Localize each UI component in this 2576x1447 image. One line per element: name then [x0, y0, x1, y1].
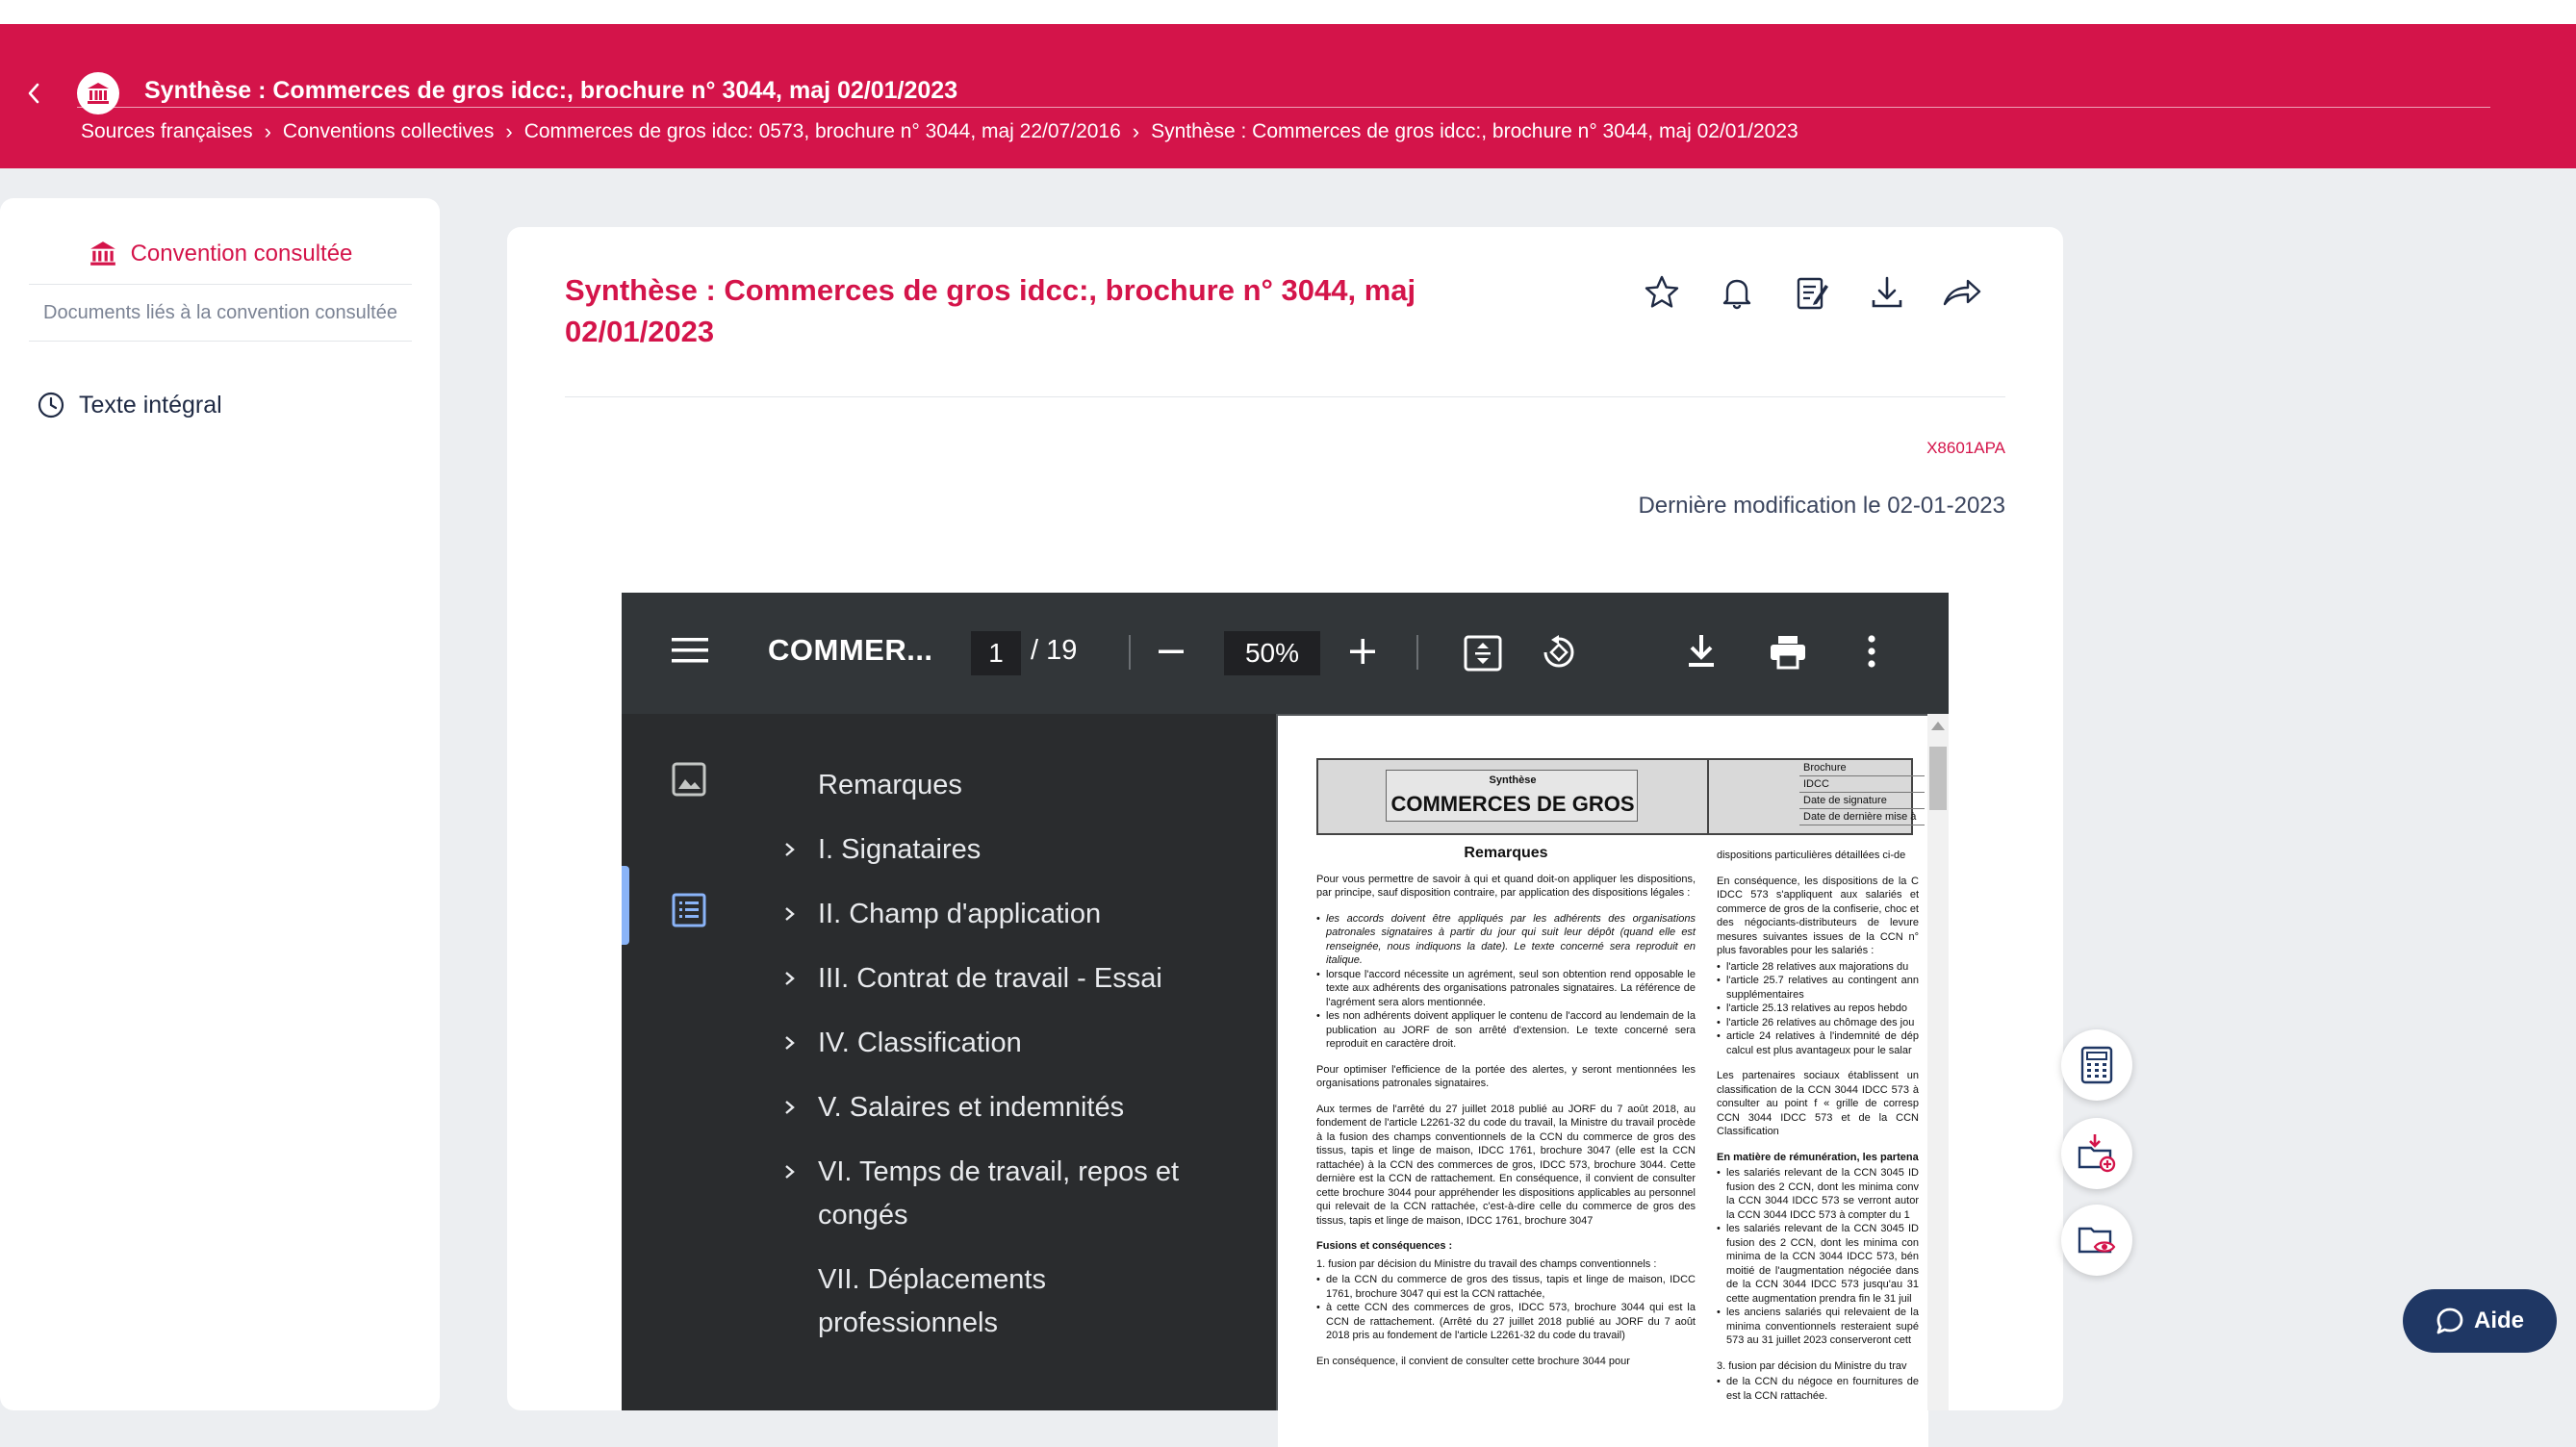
sidebar-item-convention-consultee[interactable] — [29, 223, 412, 285]
page-list-item: • à cette CCN des commerces de gros, IDCC 573, brochure 3044 qui est la CCN de rattachement. (Arrêté du 27 juillet 2018 publié au JORF du 7 août 2018 pris au fondement de l'article L2261-32 du code du travail) — [1316, 1301, 1696, 1343]
pdf-viewer — [622, 593, 1949, 1410]
breadcrumb-separator-icon: › — [264, 119, 271, 143]
outline-item-label: II. Champ d'application — [818, 899, 1102, 929]
download-icon — [1685, 633, 1718, 672]
pdf-page — [1278, 716, 1928, 1447]
page-list-item — [1316, 912, 1696, 968]
help-button[interactable] — [2403, 1289, 2557, 1353]
page-left-column — [1316, 847, 1696, 1380]
bank-icon — [89, 240, 117, 268]
last-modified: Dernière modification le 02-01-2023 — [1638, 493, 2005, 519]
left-sidebar — [0, 198, 440, 1410]
document-reference: X8601APA — [1926, 439, 2005, 457]
page-list-item: • l'article 26 relatives au chômage des jou — [1717, 1016, 1919, 1030]
pdf-print-button[interactable] — [1769, 635, 1807, 674]
pdf-outline — [783, 764, 1197, 1366]
sidebar-item-label: Convention consultée — [130, 240, 353, 267]
page-list-item: • les anciens salariés qui relevaient de la minima conventionnels resteraient supé 573 au 31 juillet 2023 conserveront cett — [1717, 1306, 1919, 1348]
pdf-page-total: / 19 — [1031, 635, 1078, 666]
breadcrumb-item-sources[interactable]: Sources françaises — [81, 120, 253, 142]
page-list-item: • lorsque l'accord nécessite un agrément, seul son obtention rend opposable le texte aux adhérents des organisations patronales signataires. La référence de l'agrément sera alors mentionnée. — [1316, 968, 1696, 1010]
share-arrow-icon — [1941, 273, 1983, 312]
download-button[interactable] — [1868, 273, 1906, 312]
share-button[interactable] — [1943, 273, 1981, 312]
pdf-page-input[interactable]: 1 — [971, 631, 1021, 675]
page-list-item: • l'article 25.7 relatives au contingent ann supplémentaires — [1717, 974, 1919, 1002]
breadcrumb-item-convention[interactable]: Commerces de gros idcc: 0573, brochure n° 3044, maj 22/07/2016 — [523, 120, 1121, 142]
page-paragraph: Les partenaires sociaux établissent un classification de la CCN 3044 IDCC 573 à consulter au point f « grille de corresp CCN 3044 IDCC 573 et de la CCN Classification — [1717, 1070, 1919, 1137]
fit-page-button[interactable] — [1464, 635, 1502, 676]
page-list-item: • les salariés relevant de la CCN 3045 ID fusion des 2 CCN, dont les minima conv la CCN 3044 IDCC 573 se verront autor la CCN 3044 IDCC 573 à compter du 1 — [1717, 1166, 1919, 1222]
outline-tab[interactable] — [672, 893, 706, 932]
chevron-right-icon — [783, 1024, 797, 1062]
zoom-level-input[interactable]: 50% — [1224, 631, 1320, 675]
folder-eye-icon — [2076, 1221, 2118, 1259]
page-header-small: Synthèse — [1489, 774, 1537, 786]
pdf-sidebar — [622, 714, 1276, 1410]
page-title-box — [1386, 770, 1638, 822]
page-list — [1316, 912, 1696, 1052]
alert-button[interactable] — [1718, 273, 1756, 312]
title-divider — [565, 396, 2005, 397]
outline-item[interactable] — [783, 893, 1197, 936]
sidebar-item-documents-lies[interactable]: Documents liés à la convention consultée — [29, 298, 412, 342]
hamburger-icon — [672, 636, 708, 665]
document-title: Synthèse : Commerces de gros idcc:, brochure n° 3044, maj 02/01/2023 — [565, 273, 1416, 348]
outline-item-label: V. Salaires et indemnités — [818, 1092, 1125, 1123]
printer-icon — [1769, 635, 1807, 670]
page-paragraph: Pour vous permettre de savoir à qui et quand doit-on appliquer les dispositions, par principe, sauf disposition contraire, par application des dispositions légales : — [1316, 873, 1696, 899]
fit-to-page-icon — [1464, 635, 1502, 672]
breadcrumb-separator-icon: › — [1132, 119, 1140, 143]
bell-icon — [1718, 273, 1756, 312]
pdf-more-button[interactable] — [1866, 633, 1877, 674]
download-icon — [1868, 273, 1906, 312]
annotate-button[interactable] — [1793, 273, 1831, 312]
breadcrumb — [81, 119, 1798, 144]
breadcrumb-item-conventions[interactable]: Conventions collectives — [282, 120, 495, 142]
breadcrumb-separator-icon: › — [505, 119, 513, 143]
pdf-scrollbar-thumb[interactable] — [1929, 747, 1947, 810]
pdf-toolbar — [622, 593, 1949, 714]
image-icon — [672, 762, 706, 797]
pdf-page-area — [1276, 714, 1949, 1410]
outline-item[interactable] — [783, 828, 1197, 872]
header-title: Synthèse : Commerces de gros idcc:, brochure n° 3044, maj 02/01/2023 — [144, 77, 958, 104]
page-paragraph: En conséquence, il convient de consulter cette brochure 3044 pour — [1316, 1355, 1630, 1367]
chevron-left-icon — [26, 82, 41, 105]
outline-item-label: I. Signataires — [818, 834, 982, 865]
toolbar-divider — [1416, 635, 1418, 670]
calculator-icon — [2080, 1046, 2113, 1084]
page-paragraph: 3. fusion par décision du Ministre du trav — [1717, 1359, 1907, 1372]
rotate-button[interactable] — [1540, 633, 1578, 676]
meta-row: IDCC — [1799, 776, 1925, 793]
pdf-menu-button[interactable] — [672, 636, 708, 670]
page-header-name: COMMERCES DE GROS — [1390, 792, 1635, 816]
folder-add-icon — [2076, 1132, 2118, 1175]
meta-row: Date de dernière mise à — [1799, 809, 1925, 825]
list-outline-icon — [672, 893, 706, 927]
outline-item-label: IV. Classification — [818, 1028, 1022, 1058]
outline-item-label: VI. Temps de travail, repos et congés — [818, 1156, 1180, 1231]
back-button[interactable] — [17, 74, 50, 113]
page-meta-table — [1799, 760, 1925, 825]
page-list-item: • de la CCN du commerce de gros des tissus, tapis et linge de maison, IDCC 1761, brochure 3047 qui est la CCN rattachée, — [1316, 1273, 1696, 1301]
plus-icon — [1348, 637, 1377, 666]
scroll-up-arrow-icon[interactable] — [1931, 722, 1945, 730]
toolbar-divider — [1129, 635, 1131, 670]
zoom-in-button[interactable] — [1348, 637, 1377, 671]
sidebar-item-label: Texte intégral — [79, 391, 222, 419]
outline-item[interactable] — [783, 1151, 1197, 1237]
table-divider — [1707, 760, 1709, 835]
meta-row: Date de signature — [1799, 793, 1925, 809]
page-paragraph: dispositions particulières détaillées ci-de — [1717, 850, 1906, 861]
star-icon — [1643, 273, 1681, 312]
thumbnails-tab[interactable] — [672, 762, 706, 801]
chevron-right-icon — [783, 895, 797, 933]
page-header-table — [1316, 758, 1917, 835]
page-paragraph: Aux termes de l'arrêté du 27 juillet 2018 publié au JORF du 7 août 2018, au fondement de l'article L2261-32 du code du travail, la Ministre du travail procède à la fusion des champs conventionnels de la CCN du commerce de gros des tissus, tapis et linge de maison, IDCC 1761, brochure 3047 (elle est la CCN rattachée) à la CCN des commerces de gros, IDCC 573, brochure 3044. Cette dernière est la CCN de rattachement. En conséquence, il convient de consulter cette brochure 3044 pour appréhender les dispositions applicables au personnel qui relevait de la CCN rattachée, c'est-à-dire celle du commerce de gros des tissus, tapis et linge de maison, IDCC 1761, brochure 3047 — [1316, 1103, 1696, 1227]
document-card — [507, 227, 2063, 1410]
rotate-icon — [1540, 633, 1578, 672]
active-tab-indicator — [622, 866, 629, 945]
page-paragraph: 1. fusion par décision du Ministre du travail des champs conventionnels : — [1316, 1257, 1657, 1270]
sidebar-item-texte-integral[interactable] — [37, 391, 222, 419]
page-heading: Remarques — [1464, 845, 1548, 861]
list-text: les accords doivent être appliqués par les adhérents des organisations patronales signataires à partir du jour qui suit leur dépôt (quand elle est renseignée, nous indiquons la date). Le texte concerné sera reproduit en italique. — [1326, 912, 1696, 966]
page-right-column — [1717, 849, 1919, 1414]
page-paragraph: En matière de rémunération, les partena — [1717, 1151, 1919, 1163]
view-folder-button[interactable] — [2061, 1205, 2132, 1276]
outline-item[interactable] — [783, 957, 1197, 1001]
outline-item-label: Remarques — [818, 770, 962, 800]
page-list-item: • de la CCN du négoce en fournitures de est la CCN rattachée. — [1717, 1375, 1919, 1403]
document-actions — [1643, 273, 1981, 312]
chevron-right-icon — [783, 830, 797, 869]
page-list — [1316, 1273, 1696, 1343]
page-paragraph: Pour optimiser l'efficience de la portée des alertes, y seront mentionnées les organisations patronales signataires. — [1316, 1063, 1696, 1089]
chevron-right-icon — [783, 1088, 797, 1127]
favorite-button[interactable] — [1643, 273, 1681, 312]
page-paragraph: En conséquence, les dispositions de la C IDCC 573 s'appliquent aux salariés et commerce de gros de la confiserie, choc et des négociants-distributeurs de levure mesures suivantes issues de la CCN n° plus favorables pour les salariés : — [1717, 875, 1919, 956]
pdf-download-button[interactable] — [1685, 633, 1718, 676]
chevron-right-icon — [783, 959, 797, 998]
add-to-folder-button[interactable] — [2061, 1118, 2132, 1189]
more-vertical-icon — [1866, 633, 1877, 670]
chevron-right-icon — [783, 1153, 797, 1191]
header-divider — [77, 107, 2490, 108]
bank-logo-icon — [77, 72, 119, 114]
pdf-scrollbar[interactable] — [1927, 714, 1949, 1410]
breadcrumb-item-current: Synthèse : Commerces de gros idcc:, brochure n° 3044, maj 02/01/2023 — [1151, 120, 1798, 142]
pdf-doc-title: COMMER... — [768, 633, 933, 667]
zoom-out-button[interactable] — [1157, 637, 1186, 671]
page-list-item: • les salariés relevant de la CCN 3045 ID fusion des 2 CCN, dont les minima con minima de la CCN 3044 IDCC 573, bén moitié de l'augmentation négociée dans de la CCN 3044 IDCC 573 jusqu'au 31 cette augmentation prendra fin le 31 juil — [1717, 1222, 1919, 1306]
outline-item-label: III. Contrat de travail - Essai — [818, 963, 1162, 994]
outline-item[interactable] — [783, 1022, 1197, 1065]
meta-row: Brochure — [1799, 760, 1925, 776]
outline-item-label: VII. Déplacements professionnels — [818, 1264, 1046, 1338]
outline-item[interactable] — [783, 1258, 1197, 1345]
page-list — [1717, 1166, 1919, 1348]
page-list — [1717, 960, 1919, 1058]
page-header — [0, 24, 2576, 168]
calculator-button[interactable] — [2061, 1029, 2132, 1101]
page-list-item: • les non adhérents doivent appliquer le contenu de l'accord au lendemain de la publication au JORF de son arrêté d'extension. Le texte concerné sera reproduit en caractère droit. — [1316, 1009, 1696, 1052]
note-edit-icon — [1793, 273, 1831, 312]
minus-icon — [1157, 637, 1186, 666]
chat-bubble-icon — [2436, 1307, 2464, 1335]
page-list-item: • l'article 25.13 relatives au repos hebdo — [1717, 1002, 1919, 1016]
outline-item[interactable] — [783, 1086, 1197, 1130]
outline-item[interactable] — [783, 764, 1197, 807]
page-list — [1717, 1375, 1919, 1403]
page-list-item: • l'article 28 relatives aux majorations du — [1717, 960, 1919, 975]
top-strip — [0, 0, 2576, 24]
clock-icon — [37, 391, 65, 419]
page-list-item: • article 24 relatives à l'indemnité de dép calcul est plus avantageux pour le salar — [1717, 1029, 1919, 1057]
page-subheading: Fusions et conséquences : — [1316, 1240, 1453, 1252]
help-label: Aide — [2473, 1307, 2524, 1333]
